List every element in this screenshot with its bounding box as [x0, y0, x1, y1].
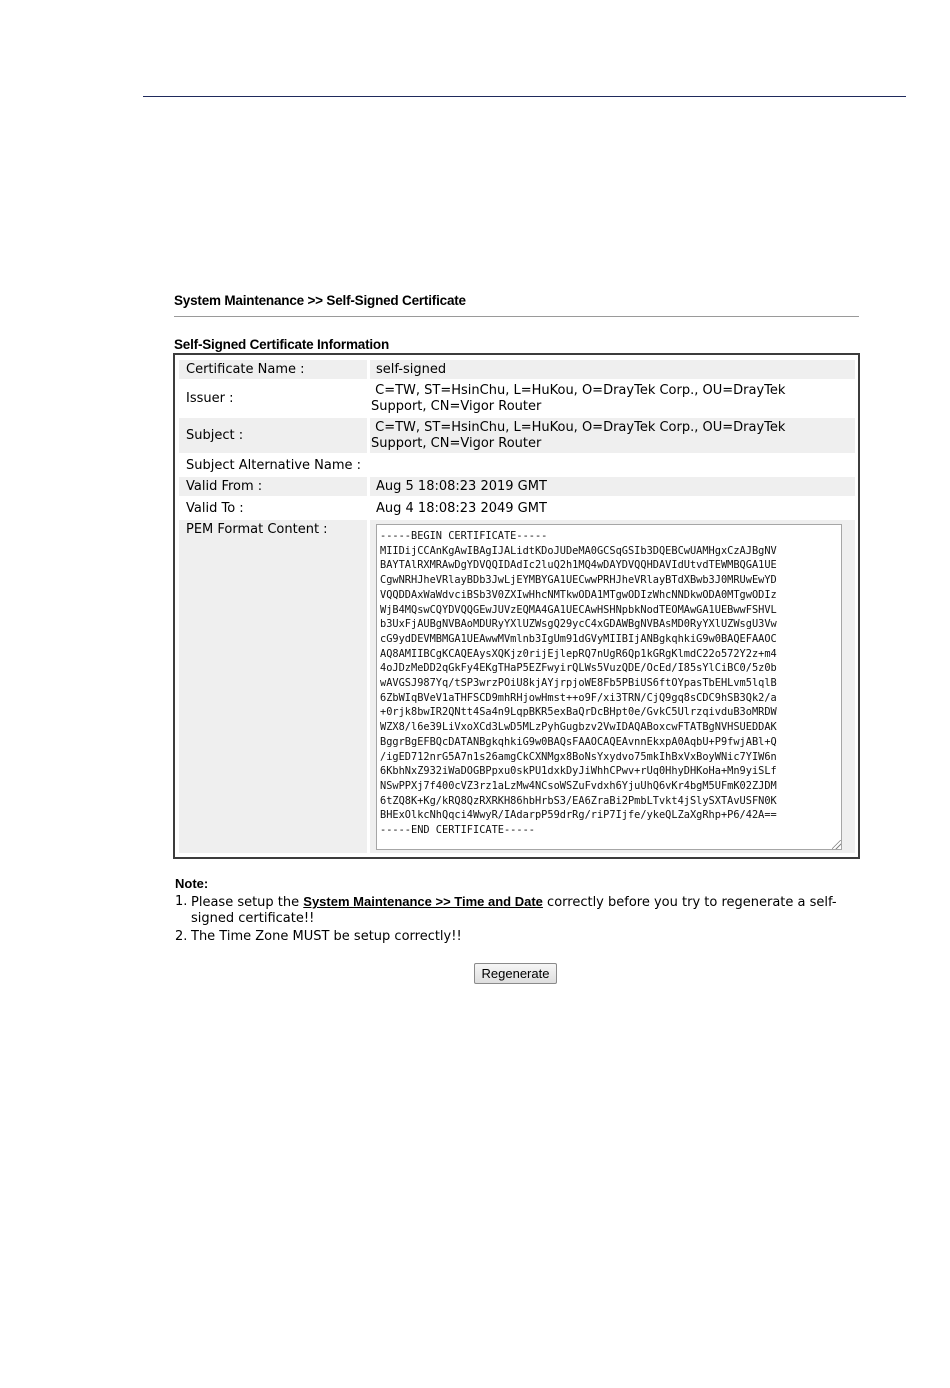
pem-cell: [370, 520, 855, 853]
issuer-label: Issuer :: [186, 391, 234, 406]
subject-value: [370, 418, 855, 453]
resize-grip-icon[interactable]: [832, 840, 841, 849]
certificate-name-label: Certificate Name :: [179, 360, 367, 379]
top-rule: [143, 96, 906, 97]
note-item-2-text: The Time Zone MUST be setup correctly!!: [191, 929, 462, 944]
subject-alt-name-label: Subject Alternative Name :: [186, 458, 362, 473]
certificate-name-value: self-signed: [370, 360, 855, 379]
issuer-line-1: C=TW, ST=HsinChu, L=HuKou, O=DrayTek Corp., OU=DrayTek: [371, 383, 786, 398]
issuer-value: [370, 381, 855, 416]
regenerate-button[interactable]: Regenerate: [474, 963, 557, 984]
row-certificate-name: [179, 360, 855, 379]
valid-to-label: Valid To :: [186, 501, 244, 516]
note-item-1-text-before: Please setup the: [191, 895, 304, 910]
title-divider: [174, 316, 859, 317]
issuer-line-2: Support, CN=Vigor Router: [371, 399, 542, 414]
certificate-info-table: [173, 353, 860, 859]
note-list: [175, 894, 865, 947]
pem-label: PEM Format Content :: [179, 520, 367, 853]
note-item-2-number: 2.: [175, 929, 188, 944]
section-title: Self-Signed Certificate Information: [174, 337, 390, 352]
subject-line-2: Support, CN=Vigor Router: [371, 436, 542, 451]
note-item-1: [175, 894, 865, 927]
subject-label: Subject :: [179, 418, 367, 453]
valid-from-label: Valid From :: [179, 477, 367, 496]
row-subject-alt-name: [179, 456, 855, 475]
time-and-date-link[interactable]: System Maintenance >> Time and Date: [303, 894, 543, 909]
valid-to-value: Aug 4 18:08:23 2049 GMT: [376, 500, 547, 516]
pem-textarea[interactable]: -----BEGIN CERTIFICATE----- MIIDijCCAnKgAwIBAgIJALidtKDoJUDeMA0GCSqGSIb3DQEBCwUAMHgxCzAJBgNV BAYTAlRXMRAwDgYDVQQIDAdIc2luQ2h1MQ4wDAYDVQQHDAVIdUtvdTEWMBQGA1UE CgwNRHJheVRlayBDb3JwLjEYMBYGA1UECwwPRHJheVRlayBTdXBwb3J0MRUwEwYD VQQDDAxWaWdvciBSb3V0ZXIwHhcNMTkwODA1MTgwODIzWhcNNDkwODA0MTgwODIz WjB4MQswCQYDVQQGEwJUVzEQMA4GA1UECAwHSHNpbkNodTEOMAwGA1UEBwwFSHVL b3UxFjAUBgNVBAoMDURyYXlUZWsgQ29ycC4xGDAWBgNVBAsMD0RyYXlUZWsgU3Vw cG9ydDEVMBMGA1UEAwwMVmlnb3IgUm91dGVyMIIBIjANBgkqhkiG9w0BAQEFAAOC AQ8AMIIBCgKCAQEAysXQKjz0rijEjlepRQ7nUgR6Qp1kGRgKlmdC22o572Y2z+m4 4oJDzMeDD2qGkFy4EKgTHaP5EZFwyirQLWs5VuzQDE/OcEd/I85sYlCiBC0/5z0b wAVGSJ987Yq/tSP3wrzPOiU8kjAYjrpjoWE8Fb5PBiUS6ftOYpasTbEHLvm5lqlB 6ZbWIqBVeV1aTHFSCD9mhRHjowHmst++o9F/xi3TRN/CjQ9gq8sCDC9hSB3Qk2/a +0rjk8bwIR2QNtt4Sa4n9LqpBKR5exBaQrDcBHpt0e/GvkC5UlrzqivduB3oMRDW WZX8/l6e39LiVxoXCd3LwD5MLzPyhGugbzv2VwIDAQABoxcwFTATBgNVHSUEDDAK BggrBgEFBQcDATANBgkqhkiG9w0BAQsFAAOCAQEAvnnEkxpA0AqbU+P9fwjABl+Q /igED712nrG5A7n1s26amgCkCXNMgx8BoNsYxydvo75mkIhBxVxBoyWNic7YIW6n 6KbhNxZ932iWaDOGBPpxu0skPU1dxkDyJiWhhCPwv+rUq0HhyDHKoHa+Mn9yiSLf NSwPPXj7f400cVZ3rz1aLzMw4NCsoWSZuFvdxh6YjuUhQ6vKr4bgM5UFmK02ZJDM 6tZQ8K+Kg/kRQ8QzRXRKH86hbHrbS3/EA6ZraBi2PmbLTvkt4jSlySXTAvUSFN0K BHExOlkcNhQqci4WwyR/IAdarpP59drRg/riP7Ijfe/ykeQLZaXgRhp+P6/42A== -----END CERTIFICATE-----: [376, 524, 842, 850]
row-valid-from: [179, 477, 855, 496]
subject-line-1: C=TW, ST=HsinChu, L=HuKou, O=DrayTek Corp., OU=DrayTek: [371, 420, 786, 435]
note-item-1-number: 1.: [175, 894, 188, 909]
row-issuer: [179, 381, 855, 416]
note-item-1-text-after: correctly before you try to regenerate a self-signed certificate!!: [191, 895, 837, 926]
note-title: Note:: [175, 876, 209, 891]
valid-from-value: Aug 5 18:08:23 2019 GMT: [370, 477, 855, 496]
subject-alt-name-value: [370, 456, 855, 475]
page-title: System Maintenance >> Self-Signed Certificate: [174, 293, 466, 308]
note-item-2: [175, 929, 865, 945]
row-valid-to: [179, 499, 855, 518]
row-pem: [179, 520, 855, 853]
row-subject: [179, 418, 855, 453]
